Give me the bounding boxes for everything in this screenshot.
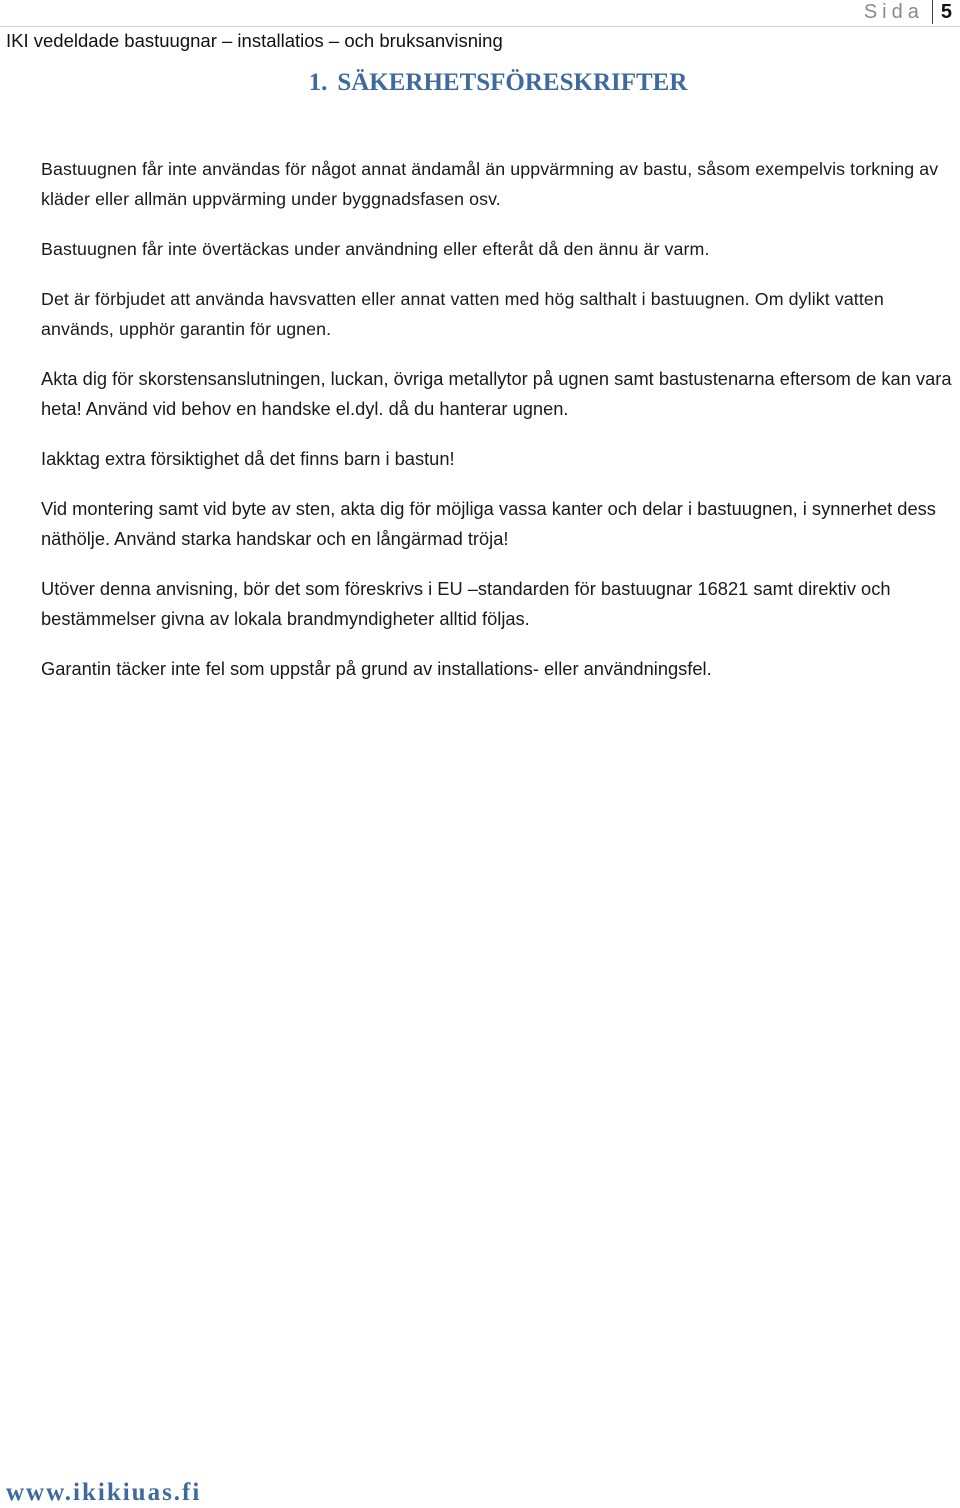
paragraph-usage-purpose: Bastuugnen får inte användas för något annat ändamål än uppvärmning av bastu, såsom exempelvis torkning av kläder eller allmän uppvärming under byggnadsfasen osv. <box>41 159 939 209</box>
paragraph-warranty: Garantin täcker inte fel som uppstår på grund av installations- eller användningsfel. <box>41 658 712 679</box>
footer-website-url: www.ikikiuas.fi <box>6 1479 202 1506</box>
section-heading <box>0 66 960 100</box>
paragraph-saltwater: Det är förbjudet att använda havsvatten eller annat vatten med hög salthalt i bastuugnen. Om dylikt vatten används, upphör garantin för ugnen. <box>41 289 884 339</box>
paragraph-standards: Utöver denna anvisning, bör det som föreskrivs i EU –standarden för bastuugnar 16821 samt direktiv och bestämmelser givna av lokala brandmyndigheter alltid följas. <box>41 578 891 629</box>
page-body <box>41 154 953 704</box>
paragraph-children: Iakktag extra försiktighet då det finns barn i bastun! <box>41 448 455 469</box>
page-label: Sida <box>863 1 924 23</box>
paragraph-no-covering: Bastuugnen får inte övertäckas under användning eller efteråt då den ännu är varm. <box>41 239 710 259</box>
document-title: IKI vedeldade bastuugnar – installatios – och bruksanvisning <box>6 30 503 51</box>
page-number: 5 <box>932 0 952 24</box>
paragraph-hot-surfaces: Akta dig för skorstensanslutningen, luckan, övriga metallytor på ugnen samt bastustenarna eftersom de kan vara heta! Använd vid behov en handske el.dyl. då du hanterar ugnen. <box>41 368 952 419</box>
section-number: 1. <box>308 69 328 96</box>
section-title: SÄKERHETSFÖRESKRIFTER <box>337 69 688 96</box>
header-divider <box>0 26 960 27</box>
page-number-block <box>864 0 952 24</box>
paragraph-sharp-edges: Vid montering samt vid byte av sten, akta dig för möjliga vassa kanter och delar i bastuugnen, i synnerhet dess näthölje. Använd starka handskar och en långärmad tröja! <box>41 498 936 549</box>
